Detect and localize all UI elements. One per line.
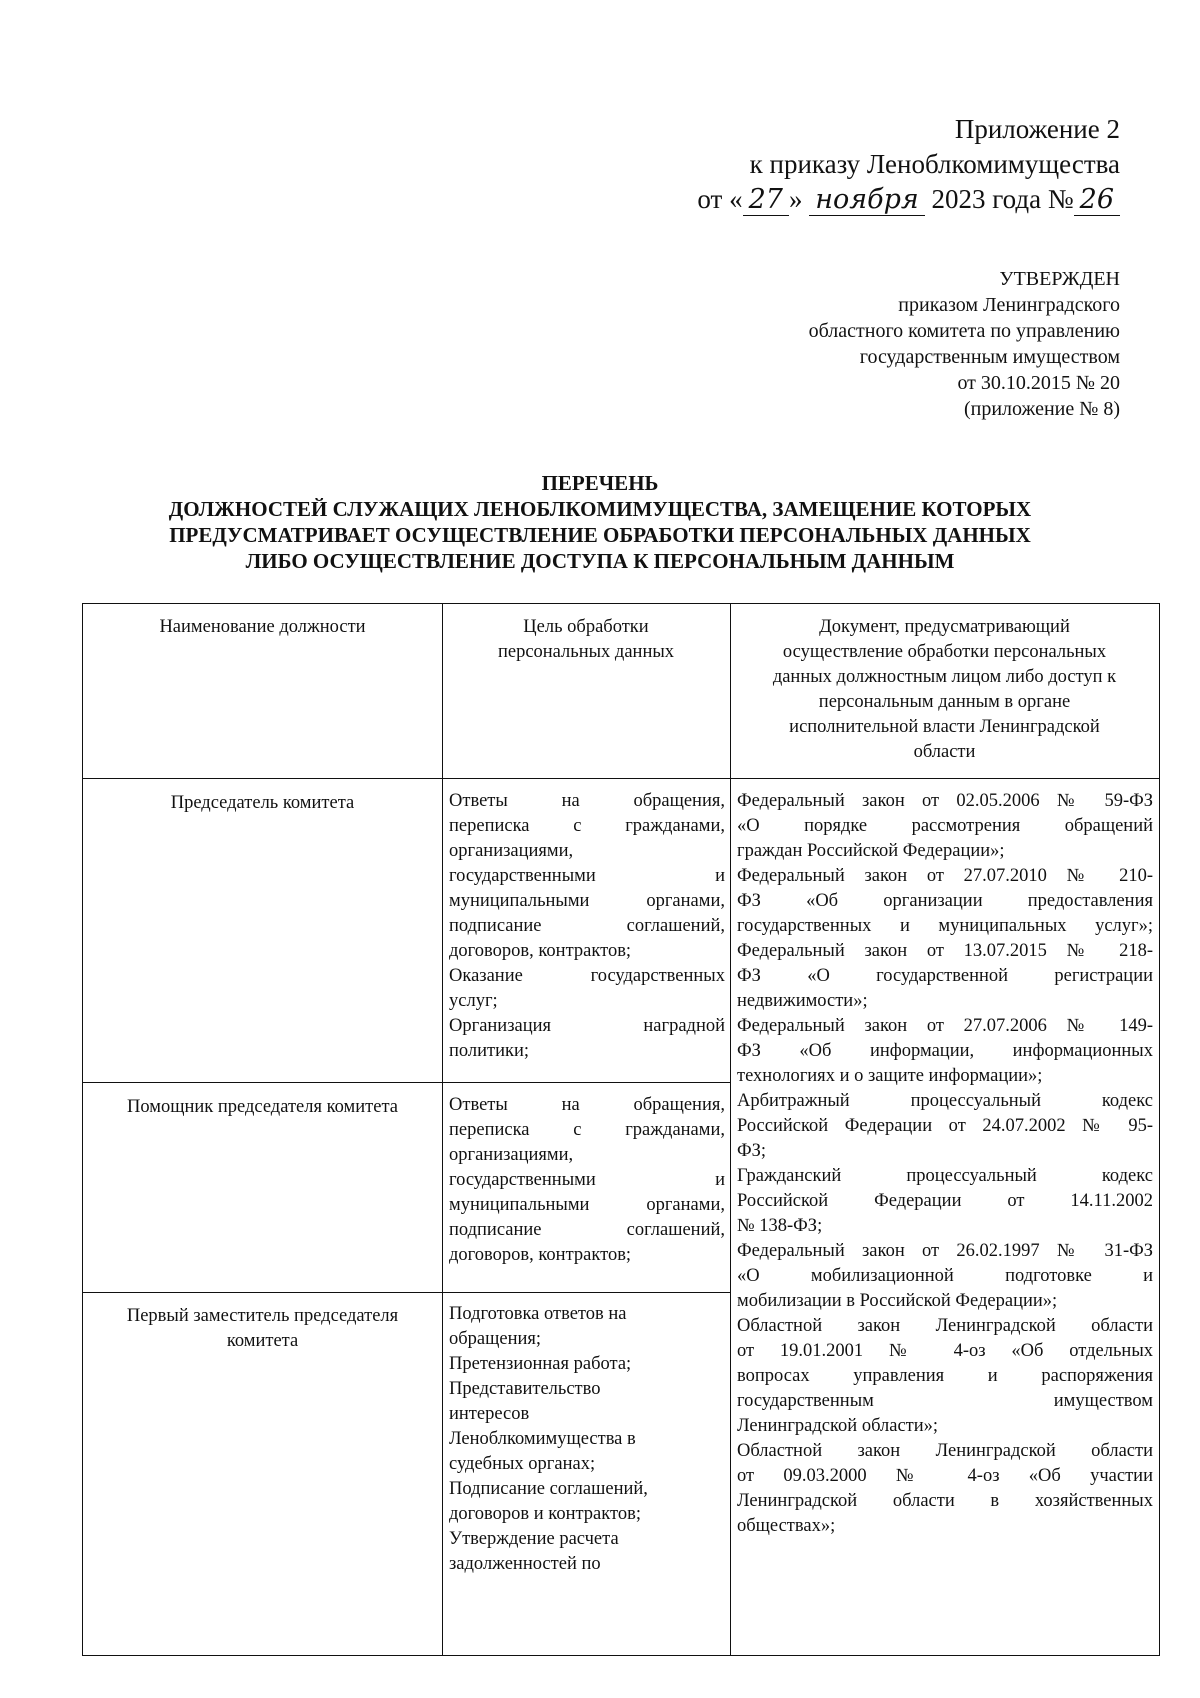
purpose-cell: Подготовка ответов на обращения; Претензионная работа; Представительство интересов Леноблкомимущества в судебных органах; Подписание соглашений, договоров и контрактов; Утверждение расчета задолженностей по (449, 1304, 648, 1574)
position-name: Первый заместитель председателя комитета (126, 1306, 399, 1351)
purpose-cell: Ответы на обращения, переписка с гражданами, организациями, государственными и муниципальными органами, подписание соглашений, договоров, контрактов; (449, 1095, 725, 1265)
approval-line: (приложение № 8) (963, 398, 1120, 420)
date-year: 2023 года № (931, 184, 1074, 214)
appendix-title: Приложение 2 (954, 114, 1120, 144)
purpose-cell: Ответы на обращения, переписка с гражданами, организациями, государственными и муниципальными органами, подписание соглашений, договоров, контрактов; Оказание государственных услуг; Организация наградной политики; (449, 791, 725, 1061)
header-position: Наименование должности (159, 617, 366, 637)
positions-table (82, 603, 1160, 1656)
table-row-divider (83, 778, 1159, 779)
date-quote-close: » (788, 184, 803, 214)
appendix-block (697, 112, 1120, 217)
approval-line: УТВЕРЖДЕН (999, 268, 1120, 290)
table-row-divider (83, 1292, 730, 1293)
header-document: Документ, предусматривающий осуществление обработки персональных данных должностным лицом либо доступ к персональным данным в органе исполнительной власти Ленинградской области (772, 617, 1117, 762)
title-line: ЛИБО ОСУЩЕСТВЛЕНИЕ ДОСТУПА К ПЕРСОНАЛЬНЫМ ДАННЫМ (245, 549, 955, 573)
table-column-divider (442, 604, 443, 1655)
documents-cell: Федеральный закон от 02.05.2006 № 59-ФЗ «О порядке рассмотрения обращений граждан Российской Федерации»; Федеральный закон от 27.07.2010 № 210- ФЗ «Об организации предоставления государственных и муниципальных услуг»; Федеральный закон от 13.07.2015 № 218- ФЗ «О государственной регистрации недвижимости»; Федеральный закон от 27.07.2006 № 149- ФЗ «Об информации, информационных технологиях и о защите информации»; Арбитражный процессуальный кодекс Российской Федерации от 24.07.2002 № 95- ФЗ; Гражданский процессуальный кодекс Российской Федерации от 14.11.2002 № 138-ФЗ; Федеральный закон от 26.02.1997 № 31-ФЗ «О мобилизационной подготовке и мобилизации в Российской Федерации»; Областной закон Ленинградской области от 19.01.2001 № 4-оз «Об отдельных вопросах управления и распоряжения государственным имуществом Ленинградской области»; Областной закон Ленинградской области от 09.03.2000 № 4-оз «Об участии Ленинградской области в хозяйственных обществах»; (737, 791, 1153, 1536)
approval-line: государственным имуществом (859, 346, 1120, 368)
appendix-order-ref: к приказу Леноблкомимущества (749, 149, 1120, 179)
approval-line: от 30.10.2015 № 20 (957, 372, 1120, 394)
document-title (60, 470, 1140, 574)
appendix-date-line (697, 182, 1120, 217)
approval-block (809, 266, 1120, 422)
title-line: ДОЛЖНОСТЕЙ СЛУЖАЩИХ ЛЕНОБЛКОМИМУЩЕСТВА, ЗАМЕЩЕНИЕ КОТОРЫХ (168, 497, 1032, 521)
table-row-divider (83, 1082, 730, 1083)
handwritten-day: 27 (743, 184, 789, 216)
approval-line: приказом Ленинградского (898, 294, 1120, 316)
title-line: ПЕРЕЧЕНЬ (541, 471, 659, 495)
handwritten-month: ноября (809, 184, 925, 216)
position-name: Помощник председателя комитета (127, 1097, 398, 1117)
handwritten-number: 26 (1074, 184, 1120, 216)
header-purpose: Цель обработки персональных данных (497, 617, 675, 662)
position-name: Председатель комитета (170, 793, 355, 813)
date-prefix: от « (697, 184, 743, 214)
approval-line: областного комитета по управлению (808, 320, 1120, 342)
title-line: ПРЕДУСМАТРИВАЕТ ОСУЩЕСТВЛЕНИЕ ОБРАБОТКИ ПЕРСОНАЛЬНЫХ ДАННЫХ (169, 523, 1031, 547)
